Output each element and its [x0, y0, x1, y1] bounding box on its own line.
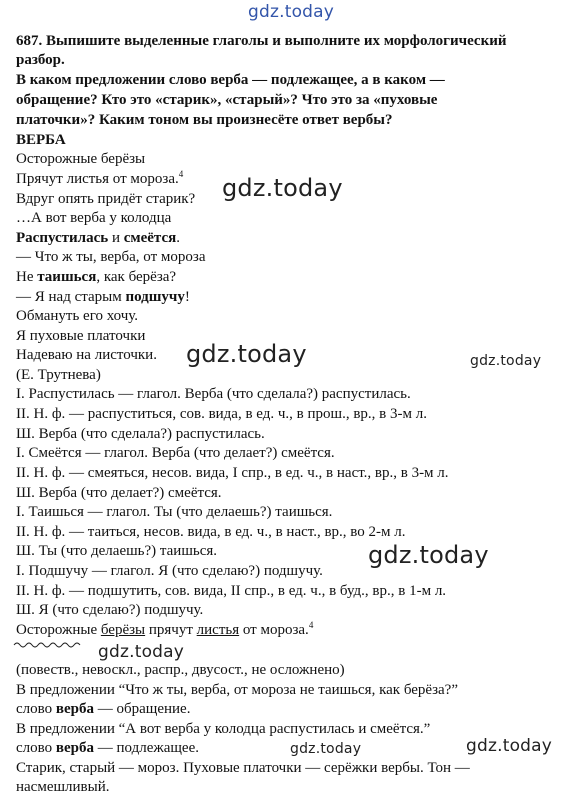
- poem-line: [16, 170, 183, 189]
- analysis-line: II. Н. ф. — таиться, несов. вида, в ед. ч., в наст., вр., во 2-м л.: [16, 524, 406, 540]
- analysis-line: Ш. Верба (что делает?) смеётся.: [16, 485, 222, 501]
- poem-text: .: [176, 230, 180, 246]
- task-question-1: В каком предложении слово верба — подлежащее, а в каком —: [16, 72, 445, 88]
- answer-line: В предложении “Что ж ты, верба, от мороза не таишься, как берёза?”: [16, 682, 458, 698]
- analysis-line: I. Таишься — глагол. Ты (что делаешь?) таишься.: [16, 504, 333, 520]
- poem-text: !: [184, 289, 190, 305]
- highlighted-word: верба: [55, 701, 94, 717]
- sentence-word: прячут: [145, 622, 197, 638]
- answer-line: Старик, старый — мороз. Пуховые платочки — серёжки вербы. Тон —: [16, 760, 470, 776]
- poem-line: Вдруг опять придёт старик?: [16, 191, 196, 207]
- answer-line: насмешливый.: [16, 779, 110, 795]
- task-heading: 687. Выпишите выделенные глаголы и выполните их морфологический: [16, 33, 507, 49]
- analysis-line: II. Н. ф. — распуститься, сов. вида, в ед. ч., в прош., вр., в 3-м л.: [16, 406, 427, 422]
- poem-line: [16, 288, 190, 307]
- subject-word: берёзы: [100, 622, 146, 638]
- poem-text: Не: [16, 269, 38, 285]
- answer-text: слово: [16, 701, 56, 717]
- poem-author: (Е. Трутнева): [16, 367, 101, 383]
- answer-text: — обращение.: [93, 701, 191, 717]
- answer-text: — подлежащее.: [93, 740, 199, 756]
- poem-line-text: Прячут листья от мороза.: [16, 171, 179, 187]
- watermark: gdz.today: [186, 340, 307, 368]
- poem-line: Я пуховые платочки: [16, 328, 146, 344]
- poem-text: — Я над старым: [16, 289, 126, 305]
- watermark: gdz.today: [290, 741, 362, 757]
- answer-line: [16, 700, 190, 719]
- parsed-sentence: [16, 621, 313, 640]
- sentence-word: от мороза.: [239, 622, 309, 638]
- watermark-top: gdz.today: [248, 2, 335, 22]
- highlighted-verb: подшучу: [125, 289, 185, 305]
- poem-line: Надеваю на листочки.: [16, 347, 157, 363]
- highlighted-verb: смеётся: [123, 230, 177, 246]
- analysis-line: I. Смеётся — глагол. Верба (что делает?) смеётся.: [16, 445, 335, 461]
- answer-line: В предложении “А вот верба у колодца распустилась и смеётся.”: [16, 721, 431, 737]
- poem-line: [16, 268, 176, 287]
- analysis-line: Ш. Ты (что делаешь?) таишься.: [16, 543, 218, 559]
- watermark: gdz.today: [222, 174, 343, 202]
- poem-title: ВЕРБА: [16, 132, 66, 148]
- highlighted-verb: таишься: [37, 269, 97, 285]
- analysis-line: I. Подшучу — глагол. Я (что сделаю?) подшучу.: [16, 563, 323, 579]
- answer-line: [16, 739, 199, 758]
- object-word: листья: [196, 622, 240, 638]
- poem-text: и: [108, 230, 124, 246]
- highlighted-verb: Распустилась: [16, 230, 109, 246]
- analysis-line: II. Н. ф. — смеяться, несов. вида, I спр., в ед. ч., в наст., вр., в 3-м л.: [16, 465, 449, 481]
- task-question-3: платочки»? Каким тоном вы произнесёте ответ вербы?: [16, 112, 393, 128]
- highlighted-word: верба: [55, 740, 94, 756]
- analysis-line: Ш. Я (что сделаю?) подшучу.: [16, 602, 204, 618]
- analysis-line: Ш. Верба (что сделала?) распустилась.: [16, 426, 265, 442]
- task-question-2: обращение? Кто это «старик», «старый»? Что это за «пуховые: [16, 92, 438, 108]
- watermark: gdz.today: [466, 736, 553, 756]
- poem-line: — Что ж ты, верба, от мороза: [16, 249, 206, 265]
- answer-text: слово: [16, 740, 56, 756]
- sentence-word: Осторожные: [16, 622, 101, 638]
- poem-text: , как берёза?: [96, 269, 177, 285]
- task-heading-cont: разбор.: [16, 52, 65, 68]
- poem-line: [16, 229, 180, 248]
- poem-line: …А вот верба у колодца: [16, 210, 172, 226]
- footnote-marker: 4: [308, 620, 314, 630]
- analysis-line: I. Распустилась — глагол. Верба (что сделала?) распустилась.: [16, 386, 411, 402]
- footnote-marker: 4: [178, 169, 184, 179]
- analysis-line: II. Н. ф. — подшутить, сов. вида, II спр., в ед. ч., в буд., вр., в 1-м л.: [16, 583, 447, 599]
- wavy-underline-mark: [14, 640, 82, 650]
- sentence-characteristics: (повеств., невоскл., распр., двусост., не осложнено): [16, 662, 345, 678]
- poem-line: Осторожные берёзы: [16, 151, 146, 167]
- watermark: gdz.today: [368, 541, 489, 569]
- watermark: gdz.today: [470, 353, 542, 369]
- poem-line: Обмануть его хочу.: [16, 308, 139, 324]
- watermark: gdz.today: [98, 642, 185, 662]
